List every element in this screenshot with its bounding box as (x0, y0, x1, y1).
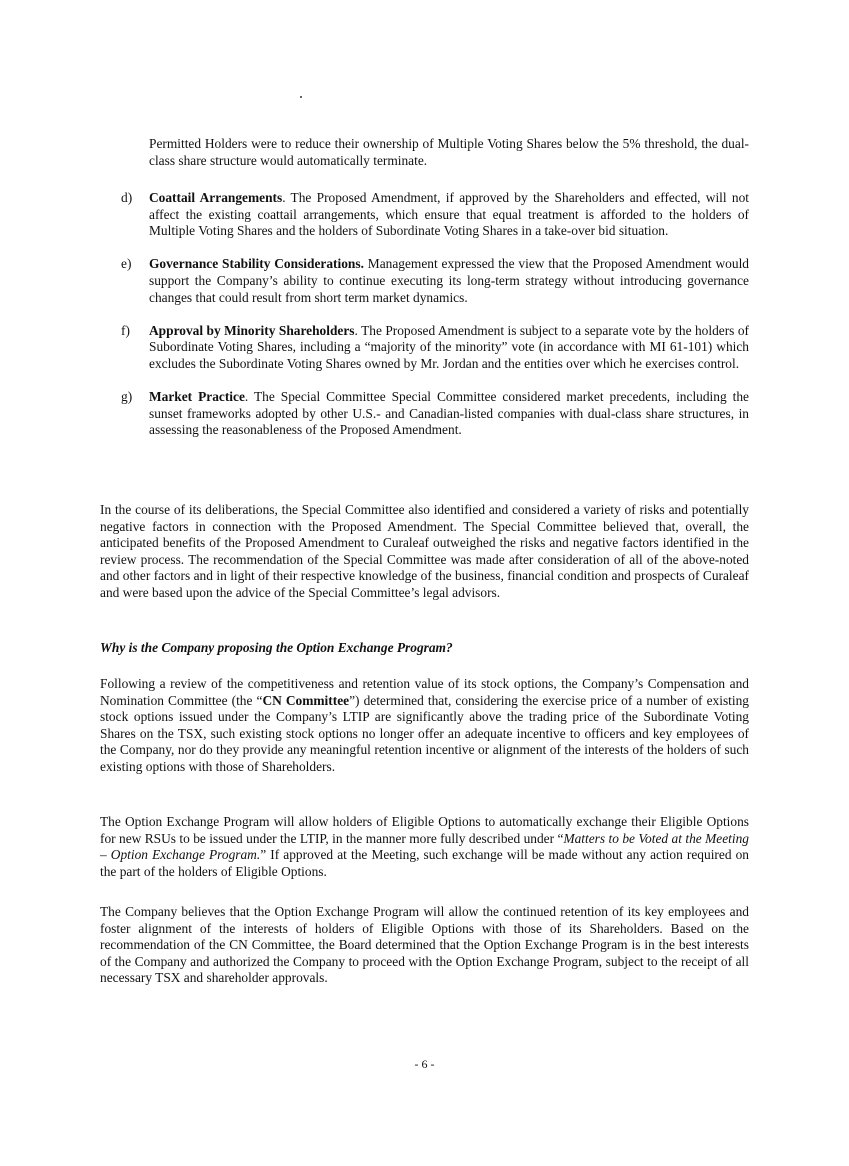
program-text-start: The Option Exchange Program will allow holders of Eligible Options to automatically exchange their Eligible Options for new RSUs to be issued under the LTIP, in the manner more fully described under “ (100, 814, 749, 846)
list-item (121, 190, 749, 240)
review-text-start: Following a review of the competitiveness and retention value of its stock options, the Company’s Compensation and Nomination Committee (the “ (100, 676, 749, 708)
continuation-paragraph: Permitted Holders were to reduce their ownership of Multiple Voting Shares below the 5% threshold, the dual-class share structure would automatically terminate. (149, 136, 749, 168)
review-text-end: ”) determined that, considering the exercise price of a number of existing stock options issued under the Company’s LTIP are significantly above the trading price of the Subordinate Voting Shares on the TSX, such existing stock options no longer offer an adequate incentive to officers and key employees of the Company, nor do they provide any meaningful retention incentive or alignment of the interests of the holders of such existing options with those of Shareholders. (100, 692, 749, 774)
list-item-heading: Coattail Arrangements (149, 190, 283, 205)
list-item-text: Management expressed the view that the Proposed Amendment would support the Company’s ability to continue executing its long-term strategy without introducing governance changes that could result from short term market dynamics. (149, 256, 749, 305)
program-text-end: ” If approved at the Meeting, such exchange will be made without any action required on the part of the holders of Eligible Options. (100, 847, 750, 879)
defined-term: CN Committee (262, 692, 350, 708)
list-item-text: . The Proposed Amendment is subject to a separate vote by the holders of Subordinate Voting Shares, including a “majority of the minority” vote (in accordance with MI 61-101) which excludes the Subordinate Voting Shares owned by Mr. Jordan and the entities over which he exercises control. (149, 322, 749, 371)
list-item-heading: Market Practice (149, 389, 245, 405)
list-item-label: f) (121, 322, 130, 338)
list-item-label: g) (121, 389, 133, 405)
section-heading: Why is the Company proposing the Option Exchange Program? (100, 640, 453, 655)
deliberations-paragraph: In the course of its deliberations, the Special Committee also identified and considered a variety of risks and potentially negative factors in connection with the Proposed Amendment. The Special Committee believed that, overall, the anticipated benefits of the Proposed Amendment to Curaleaf outweighed the risks and negative factors identified in the review process. The recommendation of the Special Committee was made after consideration of all of the above-noted and other factors and in light of their respective knowledge of the business, financial condition and prospects of Curaleaf and were based upon the advice of the Special Committee’s legal advisors. (100, 502, 749, 600)
list-item-label: d) (121, 190, 133, 205)
list-item (121, 256, 749, 306)
list-item-label: e) (121, 256, 132, 272)
list-item-text: . The Proposed Amendment, if approved by the Shareholders and effected, will not affect the existing coattail arrangements, which ensure that equal treatment is afforded to the holders of Multiple Voting Shares and the holders of Subordinate Voting Shares in a take-over bid situation. (149, 190, 749, 239)
list-item (121, 389, 749, 439)
list-item (121, 323, 749, 373)
review-paragraph (100, 676, 749, 776)
list-item-text: . The Special Committee Special Committee considered market precedents, including the sunset frameworks adopted by other U.S.- and Canadian-listed companies with dual-class share structures, in assessing the reasonableness of the Proposed Amendment. (149, 389, 749, 438)
scan-speck (300, 96, 302, 98)
program-paragraph (100, 814, 749, 880)
factor-list (121, 190, 749, 456)
list-item-heading: Governance Stability Considerations. (149, 256, 364, 272)
cross-reference: Matters to be Voted at the Meeting – Option Exchange Program. (100, 830, 749, 863)
list-item-heading: Approval by Minority Shareholders (149, 322, 355, 338)
belief-paragraph: The Company believes that the Option Exchange Program will allow the continued retention of its key employees and foster alignment of the interests of holders of Eligible Options with those of its Shareholders. Based on the recommendation of the CN Committee, the Board determined that the Option Exchange Program is in the best interests of the Company and authorized the Company to proceed with the Option Exchange Program, subject to the receipt of all necessary TSX and shareholder approvals. (100, 904, 749, 986)
page-number: - 6 - (414, 1057, 435, 1071)
